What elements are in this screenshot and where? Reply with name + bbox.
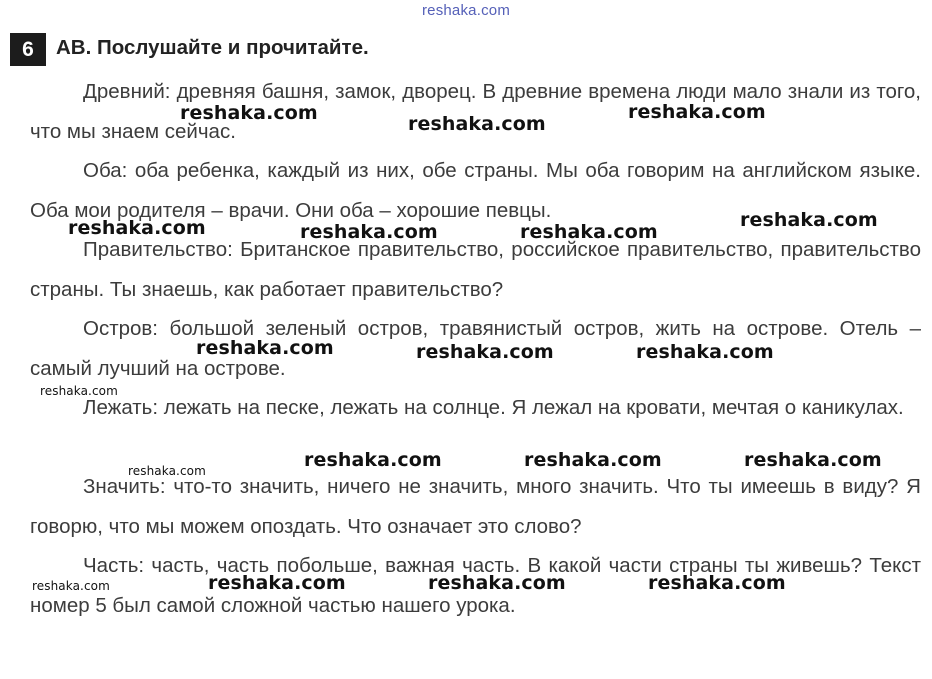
paragraph-part: Часть: часть, часть побольше, важная часть. В какой части страны ты живешь? Текст номер 5 был самой сложной частью нашего урока. (30, 554, 921, 617)
watermark: reshaka.com (636, 341, 774, 363)
watermark: reshaka.com (128, 464, 206, 478)
watermark: reshaka.com (744, 449, 882, 471)
watermark: reshaka.com (648, 572, 786, 594)
watermark: reshaka.com (40, 384, 118, 398)
watermark: reshaka.com (520, 221, 658, 243)
paragraph-lie: Лежать: лежать на песке, лежать на солнце. Я лежал на кровати, мечтая о каникулах. (83, 396, 904, 419)
watermark: reshaka.com (196, 337, 334, 359)
watermark: reshaka.com (628, 101, 766, 123)
watermark: reshaka.com (300, 221, 438, 243)
watermark: reshaka.com (408, 113, 546, 135)
watermark: reshaka.com (208, 572, 346, 594)
watermark: reshaka.com (304, 449, 442, 471)
paragraph-ancient: Древний: древняя башня, замок, дворец. В древние времена люди мало знали из того, что мы знаем сейчас. (30, 80, 921, 143)
watermark: reshaka.com (68, 217, 206, 239)
task-title: AB. Послушайте и прочитайте. (56, 36, 369, 59)
watermark: reshaka.com (524, 449, 662, 471)
watermark: reshaka.com (180, 102, 318, 124)
paragraph-island: Остров: большой зеленый остров, травянистый остров, жить на острове. Отель – самый лучший на острове. (30, 317, 921, 380)
site-header: reshaka.com (421, 2, 511, 19)
watermark: reshaka.com (32, 579, 110, 593)
watermark: reshaka.com (428, 572, 566, 594)
watermark: reshaka.com (740, 209, 878, 231)
watermark: reshaka.com (416, 341, 554, 363)
paragraph-government: Правительство: Британское правительство, российское правительство, правительство страны. Ты знаешь, как работает правительство? (30, 238, 921, 301)
paragraph-both: Оба: оба ребенка, каждый из них, обе страны. Мы оба говорим на английском языке. Оба мои родителя – врачи. Они оба – хорошие певцы. (30, 159, 921, 222)
paragraph-mean: Значить: что-то значить, ничего не значить, много значить. Что ты имеешь в виду? Я говорю, что мы можем опоздать. Что означает это слово? (30, 475, 921, 538)
task-number-badge: 6 (10, 33, 46, 66)
